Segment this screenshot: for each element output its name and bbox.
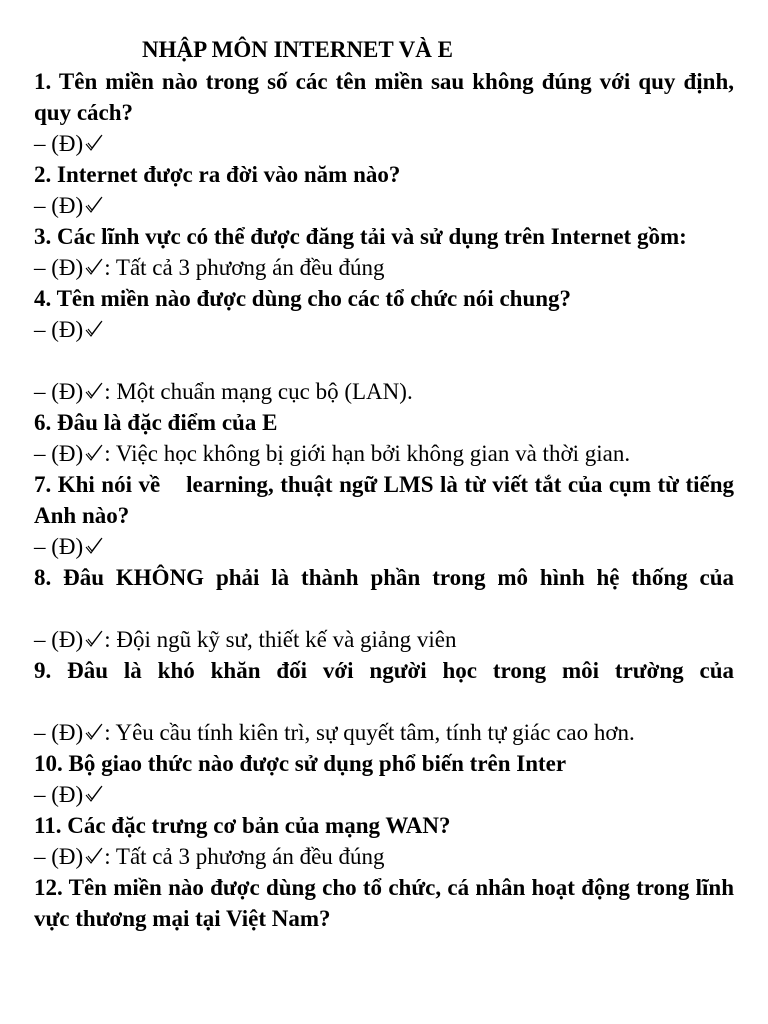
answer-text: : Đội ngũ kỹ sư, thiết kế và giảng viên — [104, 627, 457, 652]
answer-6 — [34, 438, 734, 469]
question-12: 12. Tên miền nào được dùng cho tổ chức, cá nhân hoạt động trong lĩnh vực thương mại tại Việt Nam? — [34, 875, 734, 931]
answer-text: : Tất cả 3 phương án đều đúng — [104, 255, 385, 280]
question-10: 10. Bộ giao thức nào được sử dụng phổ biến trên Inter — [34, 751, 567, 776]
question-4: 4. Tên miền nào được dùng cho các tổ chức nói chung? — [34, 286, 572, 311]
question-8: 8. Đâu KHÔNG phải là thành phần trong mô hình hệ thống của — [34, 565, 734, 590]
page-title: NHẬP MÔN INTERNET VÀ E — [142, 37, 453, 62]
answer-11 — [34, 841, 734, 872]
question-7-end: learning, thuật ngữ LMS là từ viết tắt của cụm từ tiếng Anh nào? — [34, 472, 734, 528]
document-page — [34, 34, 734, 934]
answer-9 — [34, 717, 734, 748]
question-7 — [34, 469, 734, 531]
answer-text: : Tất cả 3 phương án đều đúng — [104, 844, 385, 869]
question-6: 6. Đâu là đặc điểm của E — [34, 410, 278, 435]
question-11: 11. Các đặc trưng cơ bản của mạng WAN? — [34, 813, 451, 838]
answer-5 — [34, 376, 734, 407]
answer-10 — [34, 779, 734, 810]
question-3: 3. Các lĩnh vực có thể được đăng tải và sử dụng trên Internet gồm: — [34, 224, 687, 249]
answer-8 — [34, 624, 734, 655]
check-icon — [84, 133, 104, 153]
answer-prefix: – (Đ) — [34, 255, 84, 280]
question-1: 1. Tên miền nào trong số các tên miền sau không đúng với quy định, quy cách? — [34, 69, 734, 125]
question-9: 9. Đâu là khó khăn đối với người học trong môi trường của — [34, 658, 734, 683]
answer-prefix: – (Đ) — [34, 720, 84, 745]
check-icon — [84, 846, 104, 866]
answer-1 — [34, 128, 734, 159]
check-icon — [84, 257, 104, 277]
answer-prefix: – (Đ) — [34, 627, 84, 652]
blank-line — [34, 345, 734, 376]
answer-prefix: – (Đ) — [34, 317, 84, 342]
answer-prefix: – (Đ) — [34, 379, 84, 404]
question-7-start: 7. Khi nói về — [34, 472, 161, 497]
check-icon — [84, 443, 104, 463]
answer-prefix: – (Đ) — [34, 844, 84, 869]
answer-text: : Một chuẩn mạng cục bộ (LAN). — [104, 379, 413, 404]
answer-prefix: – (Đ) — [34, 441, 84, 466]
check-icon — [84, 722, 104, 742]
answer-prefix: – (Đ) — [34, 193, 84, 218]
check-icon — [84, 629, 104, 649]
answer-text: : Yêu cầu tính kiên trì, sự quyết tâm, tính tự giác cao hơn. — [104, 720, 635, 745]
answer-prefix: – (Đ) — [34, 131, 84, 156]
check-icon — [84, 195, 104, 215]
check-icon — [84, 784, 104, 804]
answer-4 — [34, 314, 734, 345]
blank-line — [34, 593, 734, 624]
answer-prefix: – (Đ) — [34, 534, 84, 559]
answer-2 — [34, 190, 734, 221]
check-icon — [84, 536, 104, 556]
question-2: 2. Internet được ra đời vào năm nào? — [34, 162, 401, 187]
check-icon — [84, 381, 104, 401]
answer-3 — [34, 252, 734, 283]
check-icon — [84, 319, 104, 339]
answer-prefix: – (Đ) — [34, 782, 84, 807]
answer-7 — [34, 531, 734, 562]
answer-text: : Việc học không bị giới hạn bởi không gian và thời gian. — [104, 441, 631, 466]
blank-line — [34, 686, 734, 717]
